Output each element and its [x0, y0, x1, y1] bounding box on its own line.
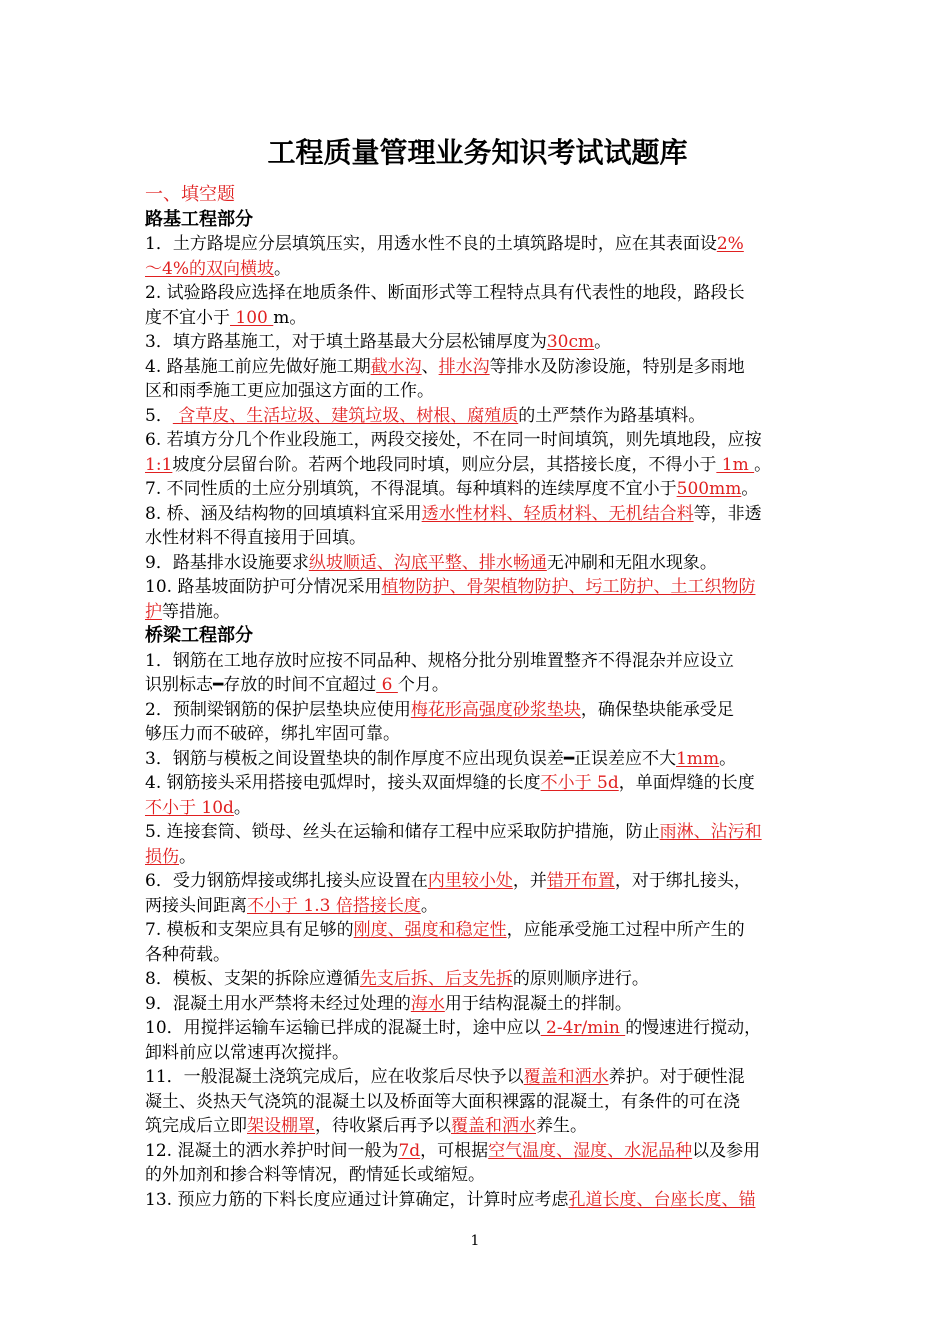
question-sections: [145, 208, 810, 1213]
question-text: 12. 混凝土的洒水养护时间一般为: [145, 1140, 399, 1161]
text-line: [145, 992, 810, 1017]
text-line: [145, 1114, 810, 1139]
question-text: 、: [421, 356, 439, 377]
question-text: 无冲刷和无阻水现象。: [546, 552, 717, 573]
document-page: [145, 125, 810, 1212]
page-number: 1: [470, 1233, 480, 1249]
question-text: 水性材料不得直接用于回填。: [145, 528, 366, 548]
text-line: [145, 551, 810, 576]
answer-text: 不小于 10d: [145, 797, 234, 818]
answer-text: 6: [376, 675, 398, 695]
question-text: 9．混凝土用水严禁将未经过处理的: [145, 993, 411, 1014]
question-text: 3．钢筋与模板之间设置垫块的制作厚度不应出现负误差━正误差应不大: [145, 748, 677, 769]
question-text: 的土严禁作为路基填料。: [518, 405, 706, 426]
answer-text: 覆盖和洒水: [451, 1116, 536, 1136]
question-text: 8. 桥、涵及结构物的回填填料宜采用: [145, 503, 422, 524]
answer-text: 不小于 5d: [540, 773, 619, 793]
text-line: [145, 698, 810, 723]
question-text: 等排水及防渗设施，特别是多雨地: [489, 356, 745, 377]
text-line: [145, 281, 810, 306]
question-text: 识别标志━存放的时间不宜超过: [145, 675, 377, 695]
question-text: 度不宜小于: [145, 307, 230, 328]
question-text: 3．填方路基施工，对于填土路基最大分层松铺厚度为: [145, 332, 547, 352]
question-text: 。: [754, 454, 772, 475]
answer-text: 1:1: [145, 454, 173, 475]
answer-text: 纵坡顺适、沟底平整、排水畅通: [308, 552, 547, 573]
text-line: [145, 894, 810, 919]
answer-text: 孔道长度、台座长度、锚: [568, 1189, 756, 1210]
question-text: ，可根据: [420, 1140, 489, 1161]
question-text: 13. 预应力筋的下料长度应通过计算确定，计算时应考虑: [145, 1189, 569, 1210]
question-text: 。: [273, 258, 291, 279]
question-text: 卸料前应以常速再次搅拌。: [145, 1042, 349, 1063]
question-text: 坡度分层留台阶。若两个地段同时填，则应分层，其搭接长度，不得小于: [172, 454, 717, 475]
question-text: 。: [179, 846, 196, 867]
question-text: 5. 连接套筒、锁母、丝头在运输和储存工程中应采取防护措施，防止: [145, 822, 660, 842]
answer-text: 截水沟: [370, 356, 422, 377]
question-text: ，单面焊缝的长度: [618, 773, 755, 793]
question-text: ，并: [512, 871, 547, 891]
text-line: [145, 575, 810, 600]
question-text: 养生。: [536, 1116, 587, 1136]
text-line: [145, 918, 810, 943]
question-text: 8．模板、支架的拆除应遵循: [145, 969, 360, 989]
question-text: 10. 路基坡面防护可分情况采用: [145, 577, 382, 597]
subheading-bridge: 桥梁工程部分: [145, 625, 253, 646]
answer-text: 透水性材料、轻质材料、无机结合料: [421, 503, 694, 524]
text-line: [145, 771, 810, 796]
question-text: 等措施。: [162, 601, 230, 622]
text-line: [145, 1041, 810, 1066]
answer-text: 不小于 1.3 倍搭接长度: [247, 895, 421, 916]
question-text: 各种荷载。: [145, 944, 230, 965]
answer-text: 损伤: [145, 846, 179, 867]
question-text: 1．土方路堤应分层填筑压实，用透水性不良的土填筑路堤时，应在其表面设: [145, 234, 717, 254]
text-line: [145, 306, 810, 331]
answer-text: 7d: [398, 1140, 421, 1161]
question-text: 4. 钢筋接头采用搭接电弧焊时，接头双面焊缝的长度: [145, 773, 541, 793]
answer-text: 护: [145, 601, 162, 622]
text-line: [145, 600, 810, 625]
question-text: 等，非透: [693, 503, 762, 524]
answer-text: 梅花形高强度砂浆垫块: [410, 699, 581, 720]
question-text: 的慢速进行搅动，: [625, 1018, 762, 1038]
question-text: 的外加剂和掺合料等情况，酌情延长或缩短。: [145, 1165, 485, 1185]
answer-text: 100: [230, 307, 274, 328]
question-text: 区和雨季施工更应加强这方面的工作。: [145, 381, 434, 401]
text-line: [145, 722, 810, 747]
question-text: 6．受力钢筋焊接或绑扎接头应设置在: [145, 871, 428, 891]
answer-text: 1mm: [676, 748, 720, 769]
text-line: [145, 845, 810, 870]
question-text: 2. 试验路段应选择在地质条件、断面形式等工程特点具有代表性的地段，路段长: [145, 283, 745, 303]
answer-text: 2-4r/min: [540, 1018, 626, 1038]
answer-text: 海水: [410, 993, 445, 1014]
question-text: 2．预制梁钢筋的保护层垫块应使用: [145, 699, 411, 720]
question-text: 凝土、炎热天气浇筑的混凝土以及桥面等大面积裸露的混凝土，有条件的可在浇: [145, 1091, 740, 1112]
question-text: ，对于绑扎接头，: [614, 871, 751, 891]
text-line: [145, 330, 810, 355]
question-text: m。: [273, 307, 307, 328]
text-line: [145, 820, 810, 845]
text-line: [145, 453, 810, 478]
question-text: 够压力而不破碎，绑扎牢固可靠。: [145, 724, 400, 744]
text-line: [145, 943, 810, 968]
answer-text: 空气温度、湿度、水泥品种: [488, 1140, 693, 1161]
text-line: [145, 477, 810, 502]
text-line: [145, 869, 810, 894]
question-text: 。: [741, 479, 759, 499]
answer-text: ～4%的双向横坡: [145, 258, 274, 279]
text-line: [145, 1016, 810, 1041]
text-line: [145, 404, 810, 429]
question-text: 7. 模板和支架应具有足够的: [145, 920, 354, 940]
question-text: 1．钢筋在工地存放时应按不同品种、规格分批分别堆置整齐不得混杂并应设立: [145, 650, 734, 671]
text-line: [145, 379, 810, 404]
text-line: [145, 796, 810, 821]
answer-text: 覆盖和洒水: [523, 1067, 609, 1087]
question-text: 养护。对于硬性混: [608, 1067, 745, 1087]
question-text: 。: [719, 748, 737, 769]
question-text: 10．用搅拌运输车运输已拌成的混凝土时，途中应以: [145, 1018, 541, 1038]
text-line: [145, 747, 810, 772]
question-text: 5．: [145, 405, 173, 426]
answer-text: 1m: [716, 454, 755, 475]
answer-text: 刚度、强度和稳定性: [353, 920, 507, 940]
question-text: 以及参用: [692, 1140, 761, 1161]
question-text: 。: [420, 895, 438, 916]
question-text: 7. 不同性质的土应分别填筑，不得混填。每种填料的连续厚度不宜小于: [145, 479, 677, 499]
question-text: 。: [233, 797, 251, 818]
text-line: [145, 355, 810, 380]
question-text: ，待收紧后再予以: [315, 1116, 451, 1136]
question-text: 用于结构混凝土的拌制。: [444, 993, 632, 1014]
subheading-roadbed: 路基工程部分: [145, 208, 253, 230]
question-text: ，确保垫块能承受足: [580, 699, 734, 720]
text-line: [145, 649, 810, 674]
question-text: 6. 若填方分几个作业段施工，两段交接处，不在同一时间填筑，则先填地段，应按: [145, 430, 762, 450]
document-title: 工程质量管理业务知识考试试题库: [267, 136, 688, 169]
answer-text: 植物防护、骨架植物防护、圬工防护、土工织物防: [381, 577, 756, 597]
question-text: 11．一般混凝土浇筑完成后，应在收浆后尽快予以: [145, 1067, 524, 1087]
answer-text: 架设棚罩: [247, 1116, 315, 1136]
answer-text: 500mm: [676, 479, 742, 499]
text-line: [145, 1090, 810, 1115]
text-line: [145, 502, 810, 527]
answer-text: 错开布置: [546, 871, 615, 891]
answer-text: 排水沟: [438, 356, 490, 377]
answer-text: 先支后拆、后支先拆: [359, 969, 513, 989]
question-text: 的原则顺序进行。: [512, 969, 649, 989]
question-text: 。: [594, 332, 612, 352]
text-line: [145, 526, 810, 551]
answer-text: 含草皮、生活垃圾、建筑垃圾、树根、腐殖质: [172, 405, 519, 426]
text-line: [145, 1139, 810, 1164]
question-text: 筑完成后立即: [145, 1116, 247, 1136]
text-line: [145, 1188, 810, 1213]
text-line: [145, 1065, 810, 1090]
text-line: [145, 257, 810, 282]
question-text: 4. 路基施工前应先做好施工期: [145, 356, 371, 377]
answer-text: 内里较小处: [427, 871, 513, 891]
question-text: 两接头间距离: [145, 895, 247, 916]
text-line: [145, 232, 810, 257]
text-line: [145, 967, 810, 992]
question-text: 9．路基排水设施要求: [145, 552, 309, 573]
text-line: [145, 428, 810, 453]
answer-text: 雨淋、沾污和: [659, 822, 762, 842]
text-line: [145, 1163, 810, 1188]
section-label-fill-in-blank: 一、填空题: [145, 184, 235, 205]
answer-text: 2%: [716, 234, 744, 254]
question-text: 个月。: [397, 675, 449, 695]
answer-text: 30cm: [546, 332, 595, 352]
text-line: [145, 673, 810, 698]
question-text: ，应能承受施工过程中所产生的: [506, 920, 745, 940]
